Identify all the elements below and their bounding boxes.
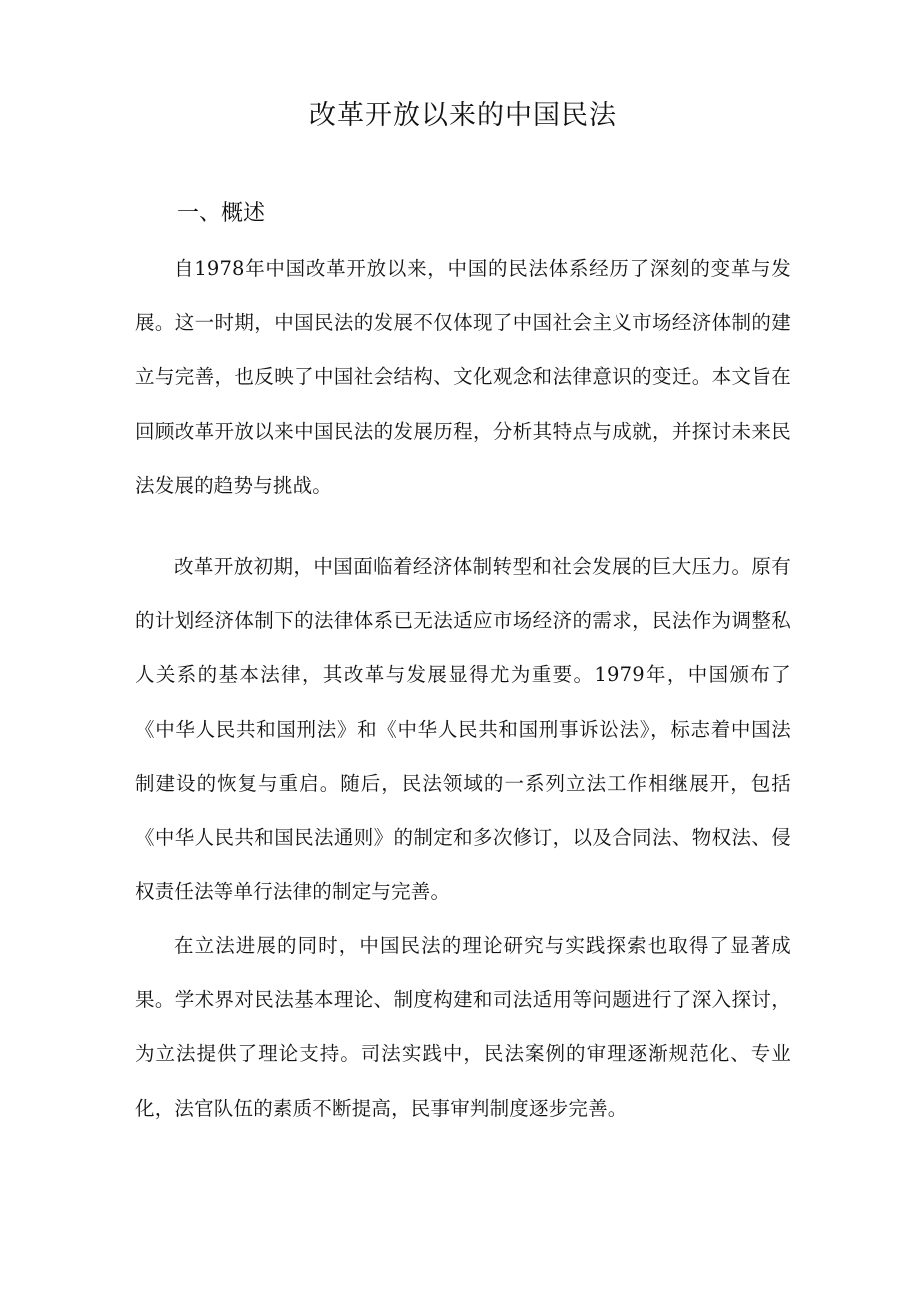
- document-title: 改革开放以来的中国民法: [309, 100, 617, 131]
- paragraph-introduction: 自1978年中国改革开放以来，中国的民法体系经历了深刻的变革与发展。这一时期，中国民法的发展不仅体现了中国社会主义市场经济体制的建立与完善，也反映了中国社会结构、文化观念和法律意识的变迁。本文旨在回顾改革开放以来中国民法的发展历程，分析其特点与成就，并探讨未来民法发展的趋势与挑战。: [135, 257, 791, 497]
- paragraph-theory-practice: 在立法进展的同时，中国民法的理论研究与实践探索也取得了显著成果。学术界对民法基本理论、制度构建和司法适用等问题进行了深入探讨，为立法提供了理论支持。司法实践中，民法案例的审理逐渐规范化、专业化，法官队伍的素质不断提高，民事审判制度逐步完善。: [135, 934, 791, 1120]
- paragraph-early-reform: 改革开放初期，中国面临着经济体制转型和社会发展的巨大压力。原有的计划经济体制下的法律体系已无法适应市场经济的需求，民法作为调整私人关系的基本法律，其改革与发展显得尤为重要。1979年，中国颁布了《中华人民共和国刑法》和《中华人民共和国刑事诉讼法》，标志着中国法制建设的恢复与重启。随后，民法领域的一系列立法工作相继展开，包括《中华人民共和国民法通则》的制定和多次修订，以及合同法、物权法、侵权责任法等单行法律的制定与完善。: [135, 555, 791, 904]
- section-heading-overview: 一、概述: [177, 201, 266, 226]
